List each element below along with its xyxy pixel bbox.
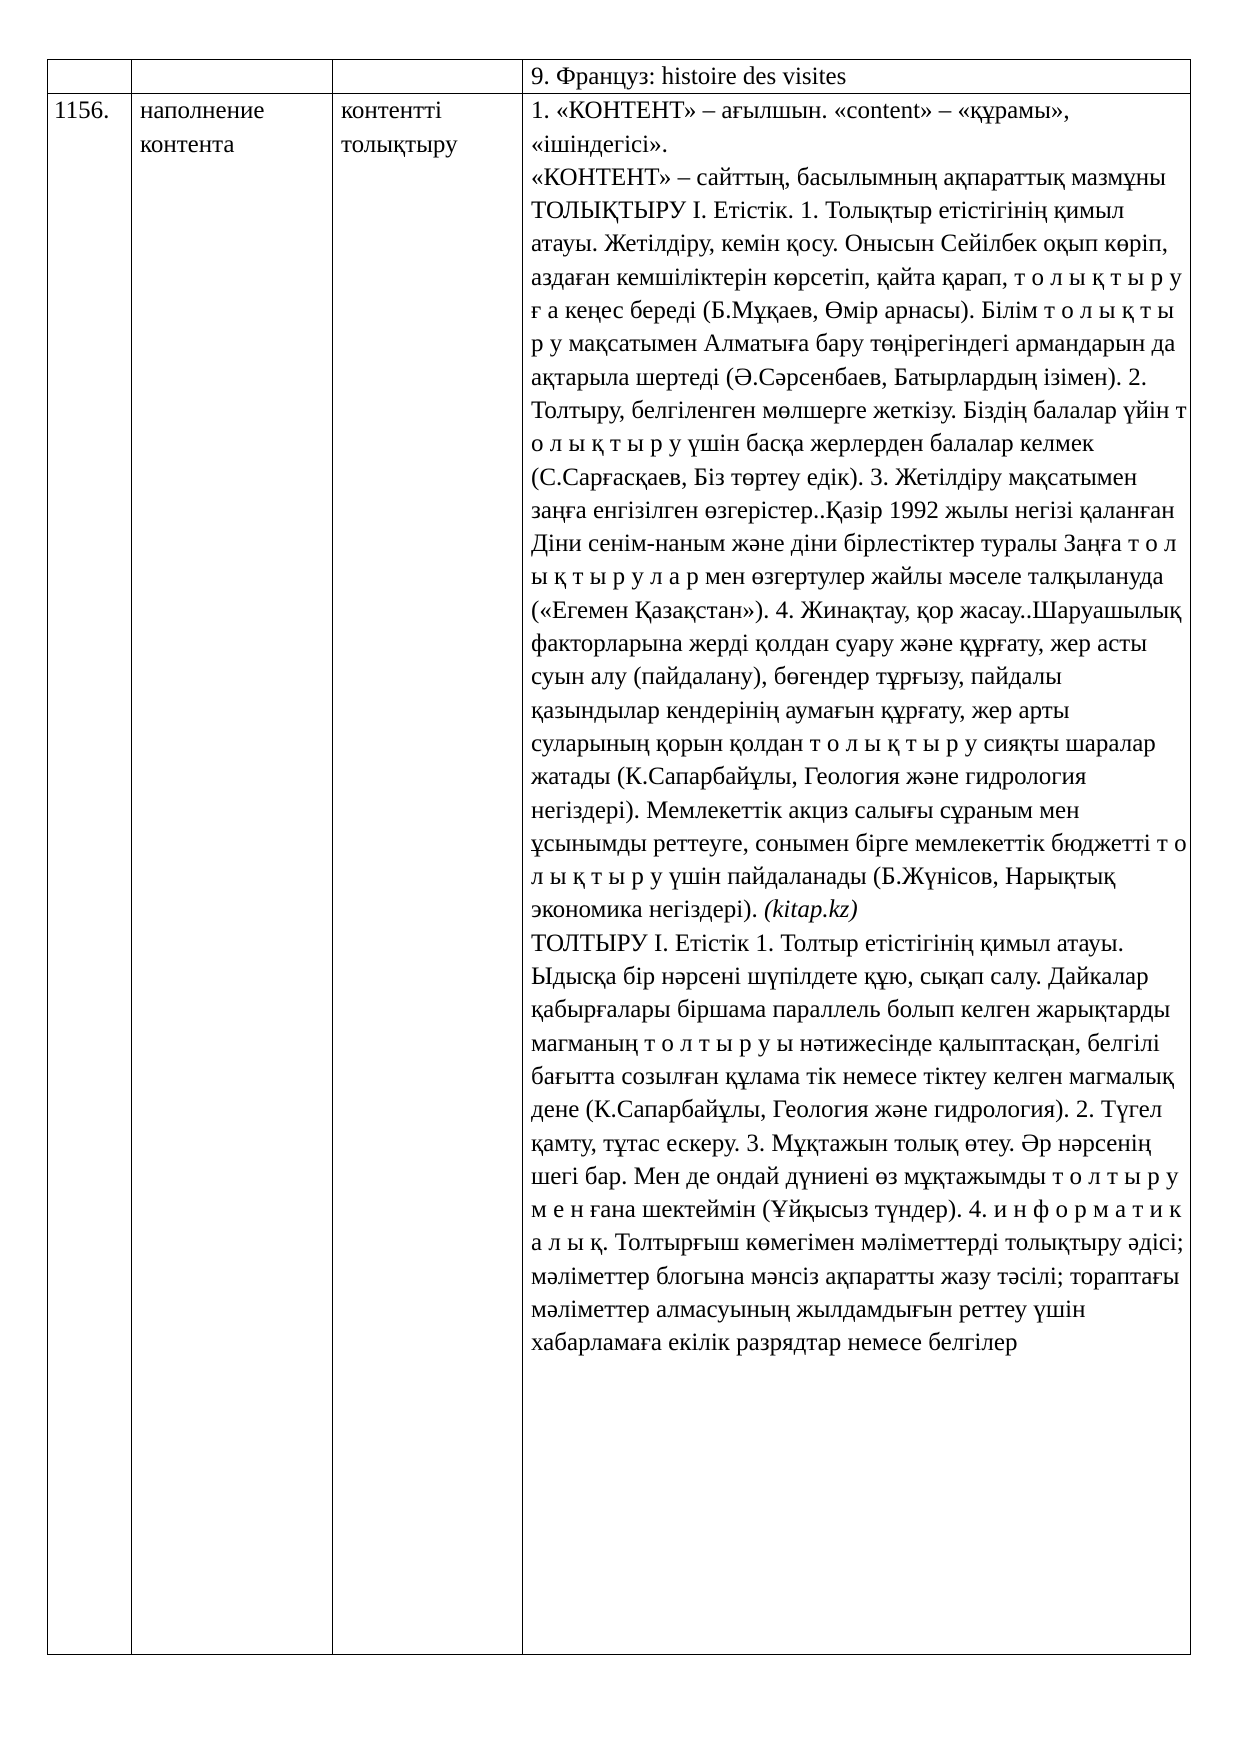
kazakh-term-cell (333, 60, 523, 94)
entry-number: 1156. (48, 94, 132, 1655)
glossary-table (47, 59, 1191, 1655)
definition-cell: 9. Француз: histoire des visites (523, 60, 1191, 94)
definition-paragraph-2: «КОНТЕНТ» – сайттың, басылымның ақпараттық мазмұны (531, 163, 1166, 191)
table-row-continued (48, 60, 1191, 94)
definition-paragraph-1: 1. «КОНТЕНТ» – ағылшын. «content» – «құрамы», «ішіндегісі». (531, 97, 1070, 158)
definition-paragraph-3 (531, 194, 1190, 927)
source-note: (kitap.kz) (764, 896, 858, 924)
russian-term-cell (132, 60, 333, 94)
russian-term: наполнение контента (132, 94, 333, 1655)
kazakh-term: контентті толықтыру (333, 94, 523, 1655)
definition-paragraph-3-text: ТОЛЫҚТЫРУ I. Етістік. 1. Толықтыр етістігінің қимыл атауы. Жетілдіру, кемін қосу. Онысын Сейілбек оқып көріп, аздаған кемшіліктерін көрсетіп, қайта қарап, т о л ы қ т ы р у ғ а кеңес береді (Б.Мұқаев, Өмір арнасы). Білім т о л ы қ т ы р у мақсатымен Алматыға бару төңірегіндегі армандарын да ақтарыла шертеді (Ә.Сәрсенбаев, Батырлардың ізімен). 2. Толтыру, белгіленген мөлшерге жеткізу. Біздің балалар үйін т о л ы қ т ы р у үшін басқа жерлерден балалар келмек (С.Сарғасқаев, Біз төртеу едік). 3. Жетілдіру мақсатымен заңға енгізілген өзгерістер..Қазір 1992 жылы негізі қаланған Діни сенім-наным және діни бірлестіктер туралы Заңға т о л ы қ т ы р у л а р мен өзгертулер жайлы мәселе талқылануда («Егемен Қазақстан»). 4. Жинақтау, қор жасау..Шаруашылық факторларына жерді қолдан суару және құрғату, жер асты суын алу (пайдалану), бөгендер тұрғызу, пайдалы қазындылар кендерінің аумағын құрғату, жер арты суларының қорын қолдан т о л ы қ т ы р у сияқты шаралар жатады (К.Сапарбайұлы, Геология және гидрология негіздері). Мемлекеттік акциз салығы сұраным мен ұсынымды реттеуге, сонымен бірге мемлекеттік бюджетті т о л ы қ т ы р у үшін пайдаланады (Б.Жүнісов, Нарықтық экономика негіздері). (531, 197, 1187, 924)
definition-text (523, 94, 1191, 1655)
definition-paragraph-4: ТОЛТЫРУ I. Етістік 1. Толтыр етістігінің қимыл атауы. Ыдысқа бір нәрсені шүпілдете құю, сықап салу. Дайкалар қабырғалары біршама параллель болып келген жарықтарды магманың т о л т ы р у ы нәтижесінде қалыптасқан, белгілі бағытта созылған құлама тік немесе тіктеу келген магмалық дене (К.Сапарбайұлы, Геология және гидрология). 2. Түгел қамту, тұтас ескеру. 3. Мұқтажын толық өтеу. Әр нәрсенің шегі бар. Мен де ондай дүниені өз мұқтажымды т о л т ы р у м е н ғана шектеймін (Ұйқысыз түндер). 4. и н ф о р м а т и к а л ы қ. Толтырғыш көмегімен мәліметтерді толықтыру әдісі; мәліметтер блогына мәнсіз ақпаратты жазу тәсілі; торaптағы мәліметтер алмасуының жылдамдығын реттеу үшін хабарламаға екілік разрядтар немесе белгілер (531, 929, 1184, 1357)
entry-number-cell (48, 60, 132, 94)
table-row-1156 (48, 94, 1191, 1655)
